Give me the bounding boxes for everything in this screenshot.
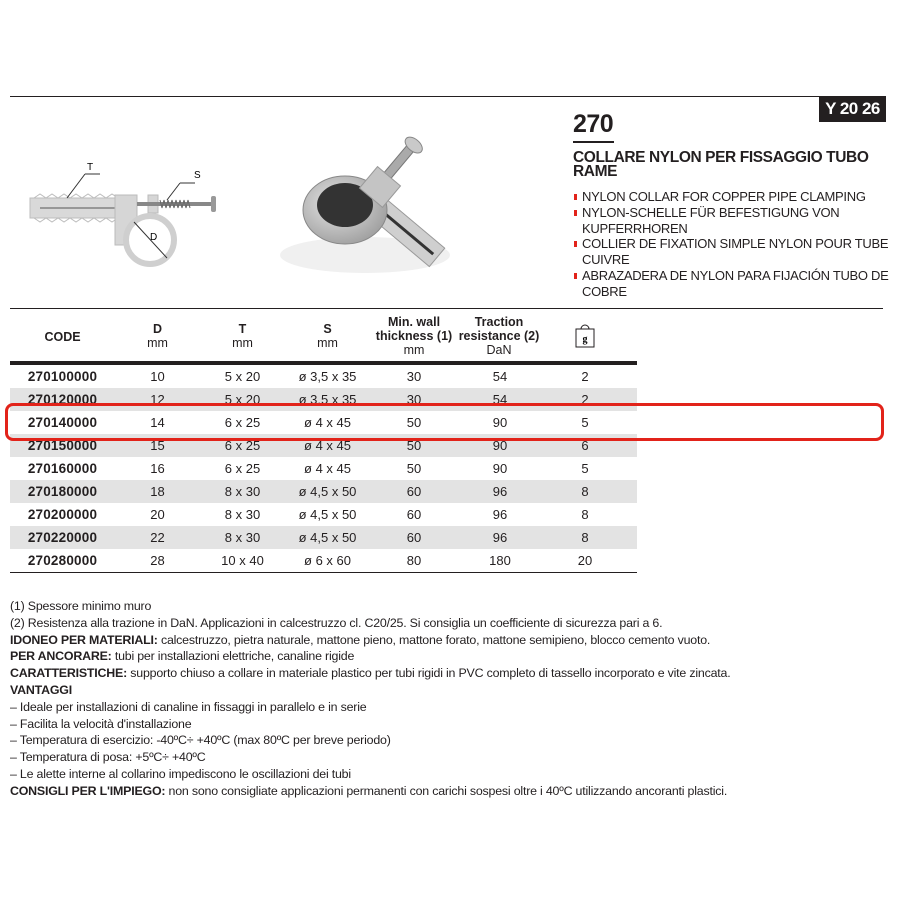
table-row bbox=[10, 526, 637, 549]
advantage-item: – Le alette interne al collarino impediscono le oscillazioni dei tubi bbox=[10, 766, 351, 781]
product-photo bbox=[265, 115, 465, 290]
cell-traction: 96 bbox=[492, 530, 508, 545]
cell-s: ø 4,5 x 50 bbox=[298, 530, 357, 545]
bullet-icon bbox=[574, 273, 577, 279]
cell-d: 16 bbox=[150, 461, 165, 476]
cell-code: 270200000 bbox=[27, 507, 98, 522]
cell-weight: 2 bbox=[581, 369, 589, 384]
anchor-plug bbox=[30, 194, 128, 222]
cell-t: 8 x 30 bbox=[224, 530, 261, 545]
cell-d: 18 bbox=[150, 484, 165, 499]
bullet-icon bbox=[574, 210, 577, 216]
cell-wall-thickness: 30 bbox=[406, 369, 422, 384]
bullet-icon bbox=[574, 194, 577, 200]
cell-t: 10 x 40 bbox=[221, 553, 264, 568]
cell-s: ø 4,5 x 50 bbox=[298, 484, 357, 499]
col-header-traction: Traction resistance (2) DaN bbox=[458, 315, 540, 357]
cell-weight: 8 bbox=[581, 507, 589, 522]
highlighted-row-box bbox=[5, 403, 884, 441]
cell-traction: 90 bbox=[492, 415, 508, 430]
cell-weight: 8 bbox=[581, 484, 589, 499]
cell-wall-thickness: 60 bbox=[406, 530, 422, 545]
cell-traction: 54 bbox=[492, 392, 508, 407]
svg-text:g: g bbox=[582, 334, 588, 345]
table-row bbox=[10, 365, 637, 388]
cell-weight: 5 bbox=[581, 415, 589, 430]
cell-d: 10 bbox=[150, 369, 165, 384]
cell-wall-thickness: 50 bbox=[406, 461, 422, 476]
table-row bbox=[10, 457, 637, 480]
label-d: D bbox=[150, 232, 158, 243]
anchor-line: PER ANCORARE: tubi per installazioni elettriche, canaline rigide bbox=[10, 649, 355, 664]
col-header-wall: Min. wall thickness (1) mm bbox=[375, 315, 453, 357]
table-row bbox=[10, 503, 637, 526]
cell-t: 8 x 30 bbox=[224, 484, 261, 499]
cell-traction: 96 bbox=[492, 507, 508, 522]
table-row bbox=[10, 549, 637, 572]
cell-t: 8 x 30 bbox=[224, 507, 261, 522]
cell-s: ø 4 x 45 bbox=[304, 415, 351, 430]
cell-d: 14 bbox=[150, 415, 165, 430]
cell-d: 12 bbox=[150, 392, 165, 407]
footnote-1: (1) Spessore minimo muro bbox=[10, 599, 152, 613]
bullet-icon bbox=[574, 241, 577, 247]
col-header-code: CODE bbox=[44, 330, 81, 344]
cell-weight: 5 bbox=[581, 461, 589, 476]
advantage-item: – Temperatura di esercizio: -40ºC÷ +40ºC (max 80ºC per breve periodo) bbox=[10, 733, 391, 748]
cell-weight: 8 bbox=[581, 530, 589, 545]
advantage-item: – Temperatura di posa: +5ºC÷ +40ºC bbox=[10, 750, 206, 765]
cell-s: ø 4 x 45 bbox=[304, 438, 351, 453]
label-s: S bbox=[194, 170, 201, 181]
table-bottom-rule bbox=[10, 572, 637, 573]
cell-d: 20 bbox=[150, 507, 165, 522]
features-line: CARATTERISTICHE: supporto chiuso a collare in materiale plastico per tubi rigidi in PVC completo di tassello incorporato e vite zincata. bbox=[10, 666, 731, 681]
translation-fr: COLLIER DE FIXATION SIMPLE NYLON POUR TUBE CUIVRE bbox=[573, 236, 893, 268]
cell-t: 6 x 25 bbox=[224, 415, 261, 430]
cell-t: 5 x 20 bbox=[224, 369, 261, 384]
cell-s: ø 3,5 x 35 bbox=[298, 369, 357, 384]
cell-s: ø 4,5 x 50 bbox=[298, 507, 357, 522]
advantages-heading: VANTAGGI bbox=[10, 682, 72, 697]
cell-wall-thickness: 50 bbox=[406, 438, 422, 453]
cell-traction: 180 bbox=[489, 553, 511, 568]
footnote-2: (2) Resistenza alla trazione in DaN. Applicazioni in calcestruzzo cl. C20/25. Si consiglia un coefficiente di sicurezza pari a 6. bbox=[10, 615, 663, 630]
col-header-s: S mm bbox=[317, 322, 338, 350]
cell-traction: 54 bbox=[492, 369, 508, 384]
spec-table bbox=[10, 314, 637, 573]
catalog-badge: Y 20 26 bbox=[819, 96, 886, 122]
col-header-d: D mm bbox=[147, 322, 168, 350]
cell-code: 270180000 bbox=[27, 484, 98, 499]
cell-code: 270160000 bbox=[27, 461, 98, 476]
col-header-t: T mm bbox=[232, 322, 253, 350]
cell-d: 22 bbox=[150, 530, 165, 545]
cell-wall-thickness: 60 bbox=[406, 484, 422, 499]
table-header bbox=[10, 314, 637, 365]
cell-t: 6 x 25 bbox=[224, 438, 261, 453]
table-body bbox=[10, 365, 637, 572]
cell-wall-thickness: 80 bbox=[406, 553, 422, 568]
advantage-item: – Facilita la velocità d'installazione bbox=[10, 716, 192, 731]
cell-code: 270150000 bbox=[27, 438, 98, 453]
cell-code: 270120000 bbox=[27, 392, 98, 407]
top-rule bbox=[10, 96, 820, 97]
weight-icon bbox=[574, 320, 596, 350]
cell-traction: 90 bbox=[492, 438, 508, 453]
cell-wall-thickness: 60 bbox=[406, 507, 422, 522]
technical-diagram bbox=[20, 140, 230, 270]
cell-weight: 2 bbox=[581, 392, 589, 407]
cell-code: 270220000 bbox=[27, 530, 98, 545]
translation-de: NYLON-SCHELLE FÜR BEFESTIGUNG VON KUPFERRHOREN bbox=[573, 205, 893, 237]
cell-code: 270280000 bbox=[27, 553, 98, 568]
title-underline bbox=[573, 141, 614, 143]
cell-s: ø 6 x 60 bbox=[304, 553, 351, 568]
col-header-weight bbox=[545, 320, 625, 353]
cell-weight: 6 bbox=[581, 438, 589, 453]
usage-line: CONSIGLI PER L'IMPIEGO: non sono consigliate applicazioni permanenti con carichi sospesi oltre i 40ºC utilizzando ancoranti plastici. bbox=[10, 783, 728, 798]
cell-s: ø 3,5 x 35 bbox=[298, 392, 357, 407]
cell-s: ø 4 x 45 bbox=[304, 461, 351, 476]
cell-d: 28 bbox=[150, 553, 165, 568]
translation-en: NYLON COLLAR FOR COPPER PIPE CLAMPING bbox=[573, 189, 893, 205]
cell-traction: 90 bbox=[492, 461, 508, 476]
cell-t: 6 x 25 bbox=[224, 461, 261, 476]
notes-section bbox=[10, 598, 890, 800]
cell-wall-thickness: 50 bbox=[406, 415, 422, 430]
cell-code: 270140000 bbox=[27, 415, 98, 430]
materials-line: IDONEO PER MATERIALI: calcestruzzo, pietra naturale, mattone pieno, mattone forato, mattone semipieno, blocco cemento vuoto. bbox=[10, 632, 711, 647]
label-t: T bbox=[87, 162, 94, 173]
cell-d: 15 bbox=[150, 438, 165, 453]
section-rule bbox=[10, 308, 883, 309]
advantage-item: – Ideale per installazioni di canaline in fissaggi in parallelo e in serie bbox=[10, 699, 367, 714]
cell-t: 5 x 20 bbox=[224, 392, 261, 407]
translation-es: ABRAZADERA DE NYLON PARA FIJACIÓN TUBO DE COBRE bbox=[573, 268, 893, 300]
cell-traction: 96 bbox=[492, 484, 508, 499]
product-title: COLLARE NYLON PER FISSAGGIO TUBO RAME bbox=[573, 149, 869, 180]
translations-list bbox=[573, 189, 893, 300]
table-row bbox=[10, 480, 637, 503]
cell-weight: 20 bbox=[577, 553, 593, 568]
cell-wall-thickness: 30 bbox=[406, 392, 422, 407]
product-number: 270 bbox=[573, 110, 614, 138]
cell-code: 270100000 bbox=[27, 369, 98, 384]
